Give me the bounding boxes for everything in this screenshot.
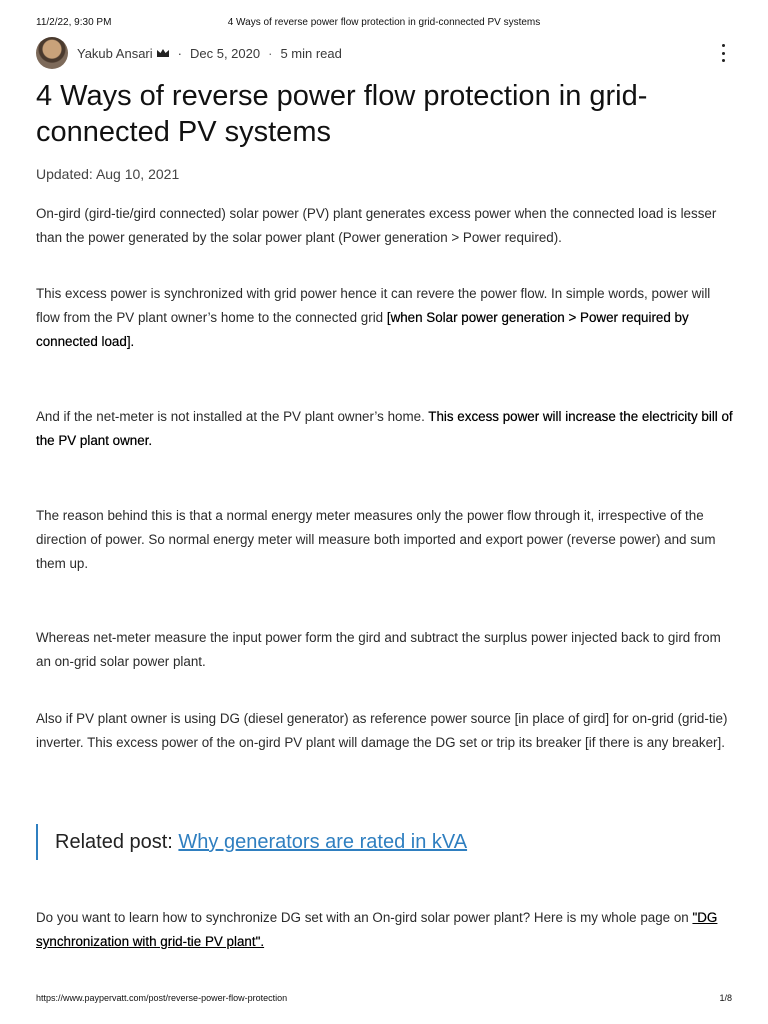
paragraph-3 <box>36 405 736 453</box>
print-page-number: 1/8 <box>719 993 732 1003</box>
related-post-label: Related post: <box>55 831 179 853</box>
related-post <box>36 824 467 860</box>
print-url: https://www.paypervatt.com/post/reverse-power-flow-protection <box>36 993 288 1003</box>
paragraph-2 <box>36 282 736 354</box>
more-options-icon[interactable] <box>722 44 726 62</box>
paragraph-3-bold: This excess power will increase the electricity bill of the PV plant owner. <box>36 409 733 448</box>
post-date: Dec 5, 2020 <box>189 45 261 61</box>
post-meta <box>36 36 732 70</box>
print-footer <box>36 993 732 1005</box>
author-avatar[interactable] <box>36 37 68 69</box>
dg-sync-link[interactable]: "DG synchronization with grid-tie PV plant". <box>36 910 718 949</box>
read-time: 5 min read <box>280 45 342 61</box>
paragraph-4: The reason behind this is that a normal energy meter measures only the power flow through it, irrespective of the direction of power. So normal energy meter will measure both imported and export power (reverse power) and sum them up. <box>36 508 716 571</box>
paragraph-3-text: And if the net-meter is not installed at the PV plant owner’s home. <box>36 409 429 424</box>
paragraph-2-bold: [when Solar power generation > Power required by connected load]. <box>36 310 689 349</box>
paragraph-7-text: Do you want to learn how to synchronize DG set with an On-gird solar power plant? Here is my whole page on <box>36 910 693 925</box>
paragraph-7 <box>36 906 736 954</box>
paragraph-5: Whereas net-meter measure the input power form the gird and subtract the surplus power injected back to gird from an on-grid solar power plant. <box>36 630 721 669</box>
print-page-title: 4 Ways of reverse power flow protection in grid-connected PV systems <box>227 17 541 28</box>
article-title: 4 Ways of reverse power flow protection in grid-connected PV systems <box>36 80 648 148</box>
paragraph-2-text: This excess power is synchronized with grid power hence it can revere the power flow. In simple words, power will flow from the PV plant owner’s home to the connected grid <box>36 286 711 325</box>
author-name[interactable]: Yakub Ansari <box>77 45 153 61</box>
related-post-link[interactable]: Why generators are rated in kVA <box>178 831 468 853</box>
print-header <box>36 17 732 31</box>
paragraph-6: Also if PV plant owner is using DG (diesel generator) as reference power source [in place of gird] for on-grid (grid-tie) inverter. This excess power of the on-gird PV plant will damage the DG set or trip its breaker [if there is any breaker]. <box>36 711 728 750</box>
updated-date: Updated: Aug 10, 2021 <box>36 166 180 182</box>
print-datetime: 11/2/22, 9:30 PM <box>36 17 112 28</box>
meta-dot-2: · <box>268 45 273 61</box>
crown-icon <box>156 46 170 61</box>
meta-dot: · <box>177 45 182 61</box>
paragraph-1: On-gird (gird-tie/gird connected) solar power (PV) plant generates excess power when the connected load is lesser than the power generated by the solar power plant (Power generation > Power required). <box>36 206 717 245</box>
